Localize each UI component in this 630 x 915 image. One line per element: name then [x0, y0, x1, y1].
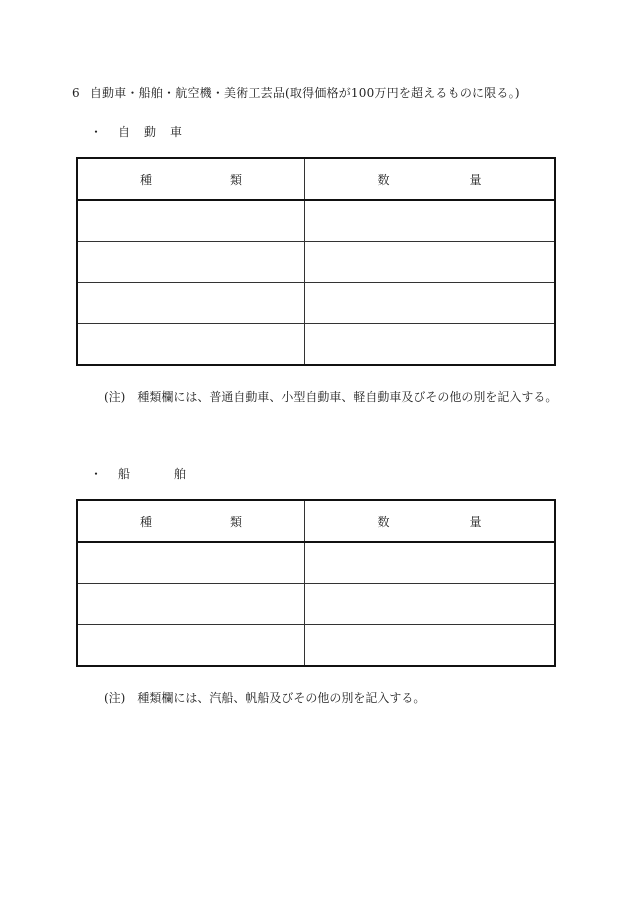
table-header-row	[77, 500, 555, 542]
kind-cell[interactable]	[77, 283, 305, 324]
ship-note	[104, 689, 425, 706]
bullet: ・	[90, 125, 103, 139]
header-kind-char-1: 種	[139, 172, 152, 187]
header-kind-char-2: 類	[230, 514, 243, 529]
kind-cell[interactable]	[77, 584, 305, 625]
header-qty-char-2: 量	[469, 514, 482, 529]
note-text: 種類欄には、普通自動車、小型自動車、軽自動車及びその他の別を記入する。	[137, 390, 558, 404]
table-row	[77, 625, 555, 667]
ship-table	[76, 499, 556, 667]
kind-cell[interactable]	[77, 242, 305, 283]
kind-cell[interactable]	[77, 542, 305, 584]
quantity-cell[interactable]	[305, 625, 556, 667]
automobile-subheading	[90, 123, 196, 140]
table-row	[77, 200, 555, 242]
section-title: 自動車・船舶・航空機・美術工芸品(取得価格が100万円を超えるものに限る。)	[89, 86, 520, 100]
automobile-label: 自動車	[118, 125, 197, 139]
automobile-table	[76, 157, 556, 366]
quantity-cell[interactable]	[305, 584, 556, 625]
note-tag: (注)	[104, 691, 126, 705]
bullet: ・	[90, 467, 103, 481]
note-tag: (注)	[104, 390, 126, 404]
header-kind-char-1: 種	[139, 514, 152, 529]
table-row	[77, 324, 555, 366]
header-qty-char-1: 数	[377, 514, 390, 529]
automobile-note	[104, 388, 557, 405]
kind-cell[interactable]	[77, 625, 305, 667]
header-kind-char-2: 類	[230, 172, 243, 187]
section-heading	[72, 84, 520, 101]
header-quantity	[305, 158, 556, 200]
header-quantity	[305, 500, 556, 542]
kind-cell[interactable]	[77, 324, 305, 366]
quantity-cell[interactable]	[305, 324, 556, 366]
table-header-row	[77, 158, 555, 200]
note-text: 種類欄には、汽船、帆船及びその他の別を記入する。	[137, 691, 426, 705]
header-qty-char-2: 量	[469, 172, 482, 187]
section-number: 6	[72, 86, 80, 100]
kind-cell[interactable]	[77, 200, 305, 242]
header-kind	[77, 500, 305, 542]
header-qty-char-1: 数	[377, 172, 390, 187]
table-row	[77, 242, 555, 283]
quantity-cell[interactable]	[305, 283, 556, 324]
header-kind	[77, 158, 305, 200]
quantity-cell[interactable]	[305, 242, 556, 283]
ship-label: 船舶	[118, 467, 231, 481]
table-row	[77, 542, 555, 584]
table-row	[77, 584, 555, 625]
quantity-cell[interactable]	[305, 542, 556, 584]
table-row	[77, 283, 555, 324]
ship-subheading	[90, 465, 230, 482]
quantity-cell[interactable]	[305, 200, 556, 242]
